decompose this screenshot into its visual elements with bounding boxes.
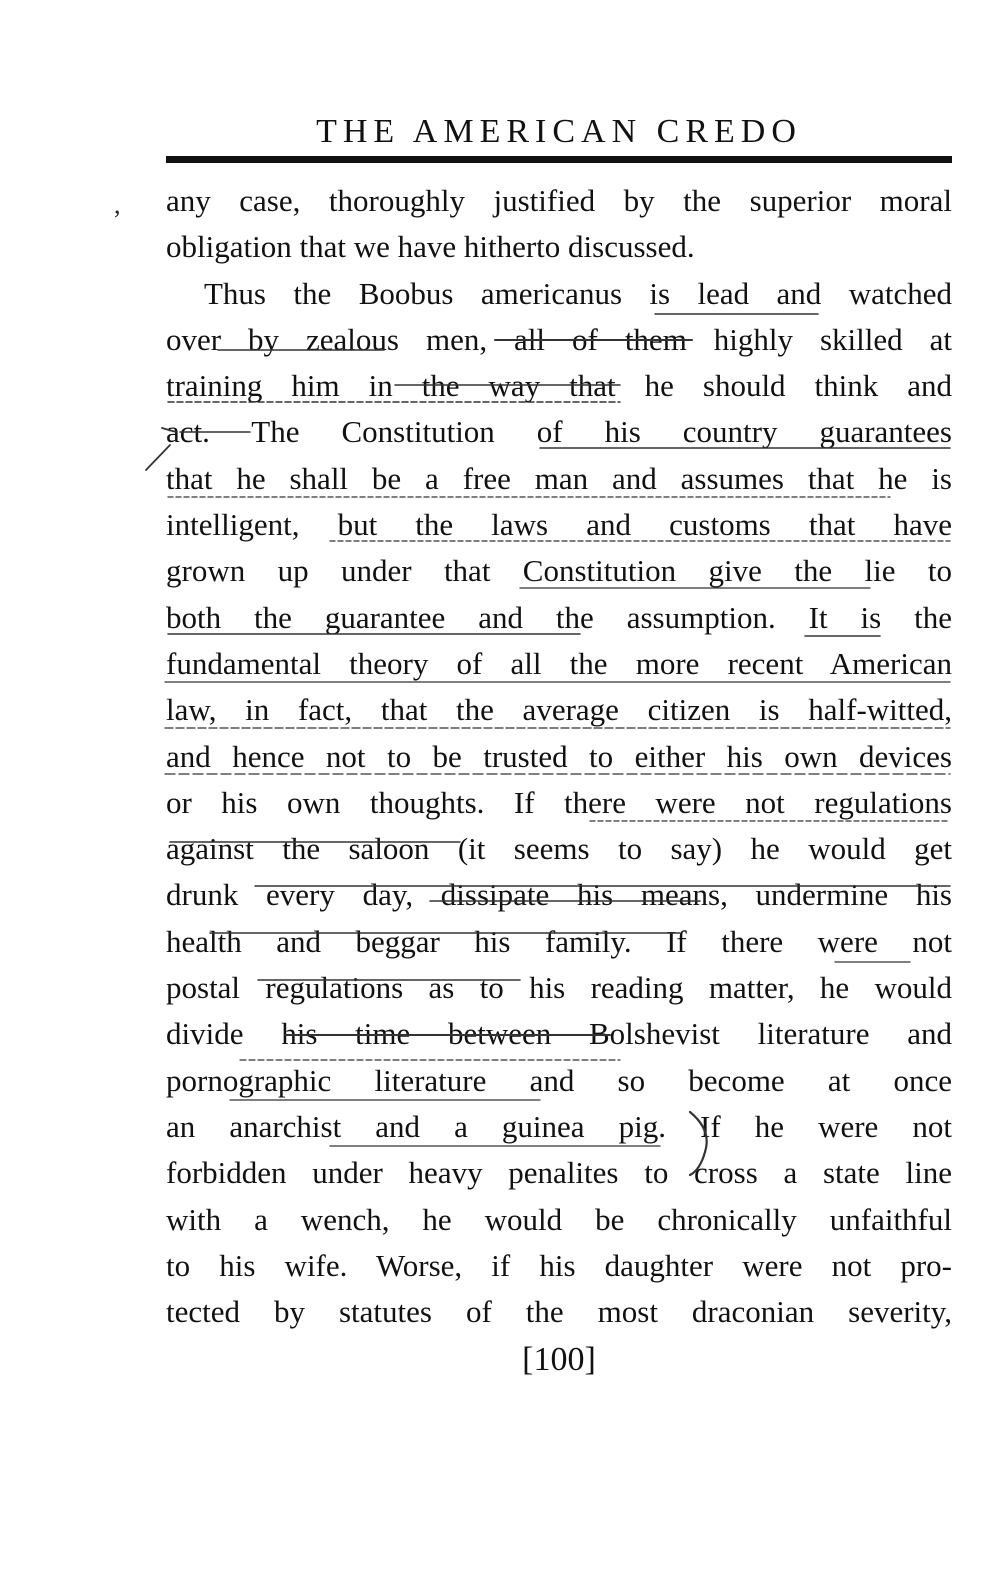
text-line: pornographic literature and so become at once bbox=[166, 1062, 952, 1098]
text-line: or his own thoughts. If there were not regulations bbox=[166, 784, 952, 820]
text-line: drunk every day, dissipate his means, undermine his bbox=[166, 877, 952, 913]
page-number: [100] bbox=[522, 1341, 596, 1378]
text-line: intelligent, but the laws and customs that have bbox=[166, 507, 952, 543]
text-line: divide his time between Bolshevist literature and bbox=[166, 1016, 952, 1052]
text-line: both the guarantee and the assumption. It is the bbox=[166, 599, 952, 635]
text-line: training him in the way that he should think and bbox=[166, 368, 952, 404]
text-line: Thus the Boobus americanus is lead and watched bbox=[204, 275, 952, 311]
text-line: health and beggar his family. If there were not bbox=[166, 923, 952, 959]
text-line: over by zealous men, all of them highly skilled at bbox=[166, 321, 952, 357]
body-text bbox=[166, 178, 952, 1335]
text-line: act. The Constitution of his country guarantees bbox=[166, 414, 952, 450]
text-line: against the saloon (it seems to say) he would get bbox=[166, 831, 952, 867]
text-line: law, in fact, that the average citizen is half-witted, bbox=[166, 692, 952, 728]
running-head: THE AMERICAN CREDO bbox=[316, 113, 802, 150]
text-line: any case, thoroughly justified by the superior moral bbox=[166, 183, 952, 218]
text-line: and hence not to be trusted to either his own devices bbox=[166, 738, 952, 774]
text-line: obligation that we have hitherto discussed. bbox=[166, 229, 695, 265]
text-line: fundamental theory of all the more recent American bbox=[166, 645, 952, 681]
text-line: with a wench, he would be chronically unfaithful bbox=[166, 1201, 952, 1237]
text-line: to his wife. Worse, if his daughter were not pro- bbox=[166, 1247, 952, 1283]
header-rule bbox=[166, 156, 952, 163]
text-line: grown up under that Constitution give the lie to bbox=[166, 553, 952, 589]
margin-tick-mark: , bbox=[114, 190, 121, 219]
text-line: tected by statutes of the most draconian severity, bbox=[166, 1294, 952, 1330]
text-line: an anarchist and a guinea pig. If he were not bbox=[166, 1108, 952, 1144]
text-line: postal regulations as to his reading matter, he would bbox=[166, 970, 952, 1006]
text-line: that he shall be a free man and assumes that he is bbox=[166, 460, 952, 496]
text-line: forbidden under heavy penalites to cross a state line bbox=[166, 1155, 952, 1191]
